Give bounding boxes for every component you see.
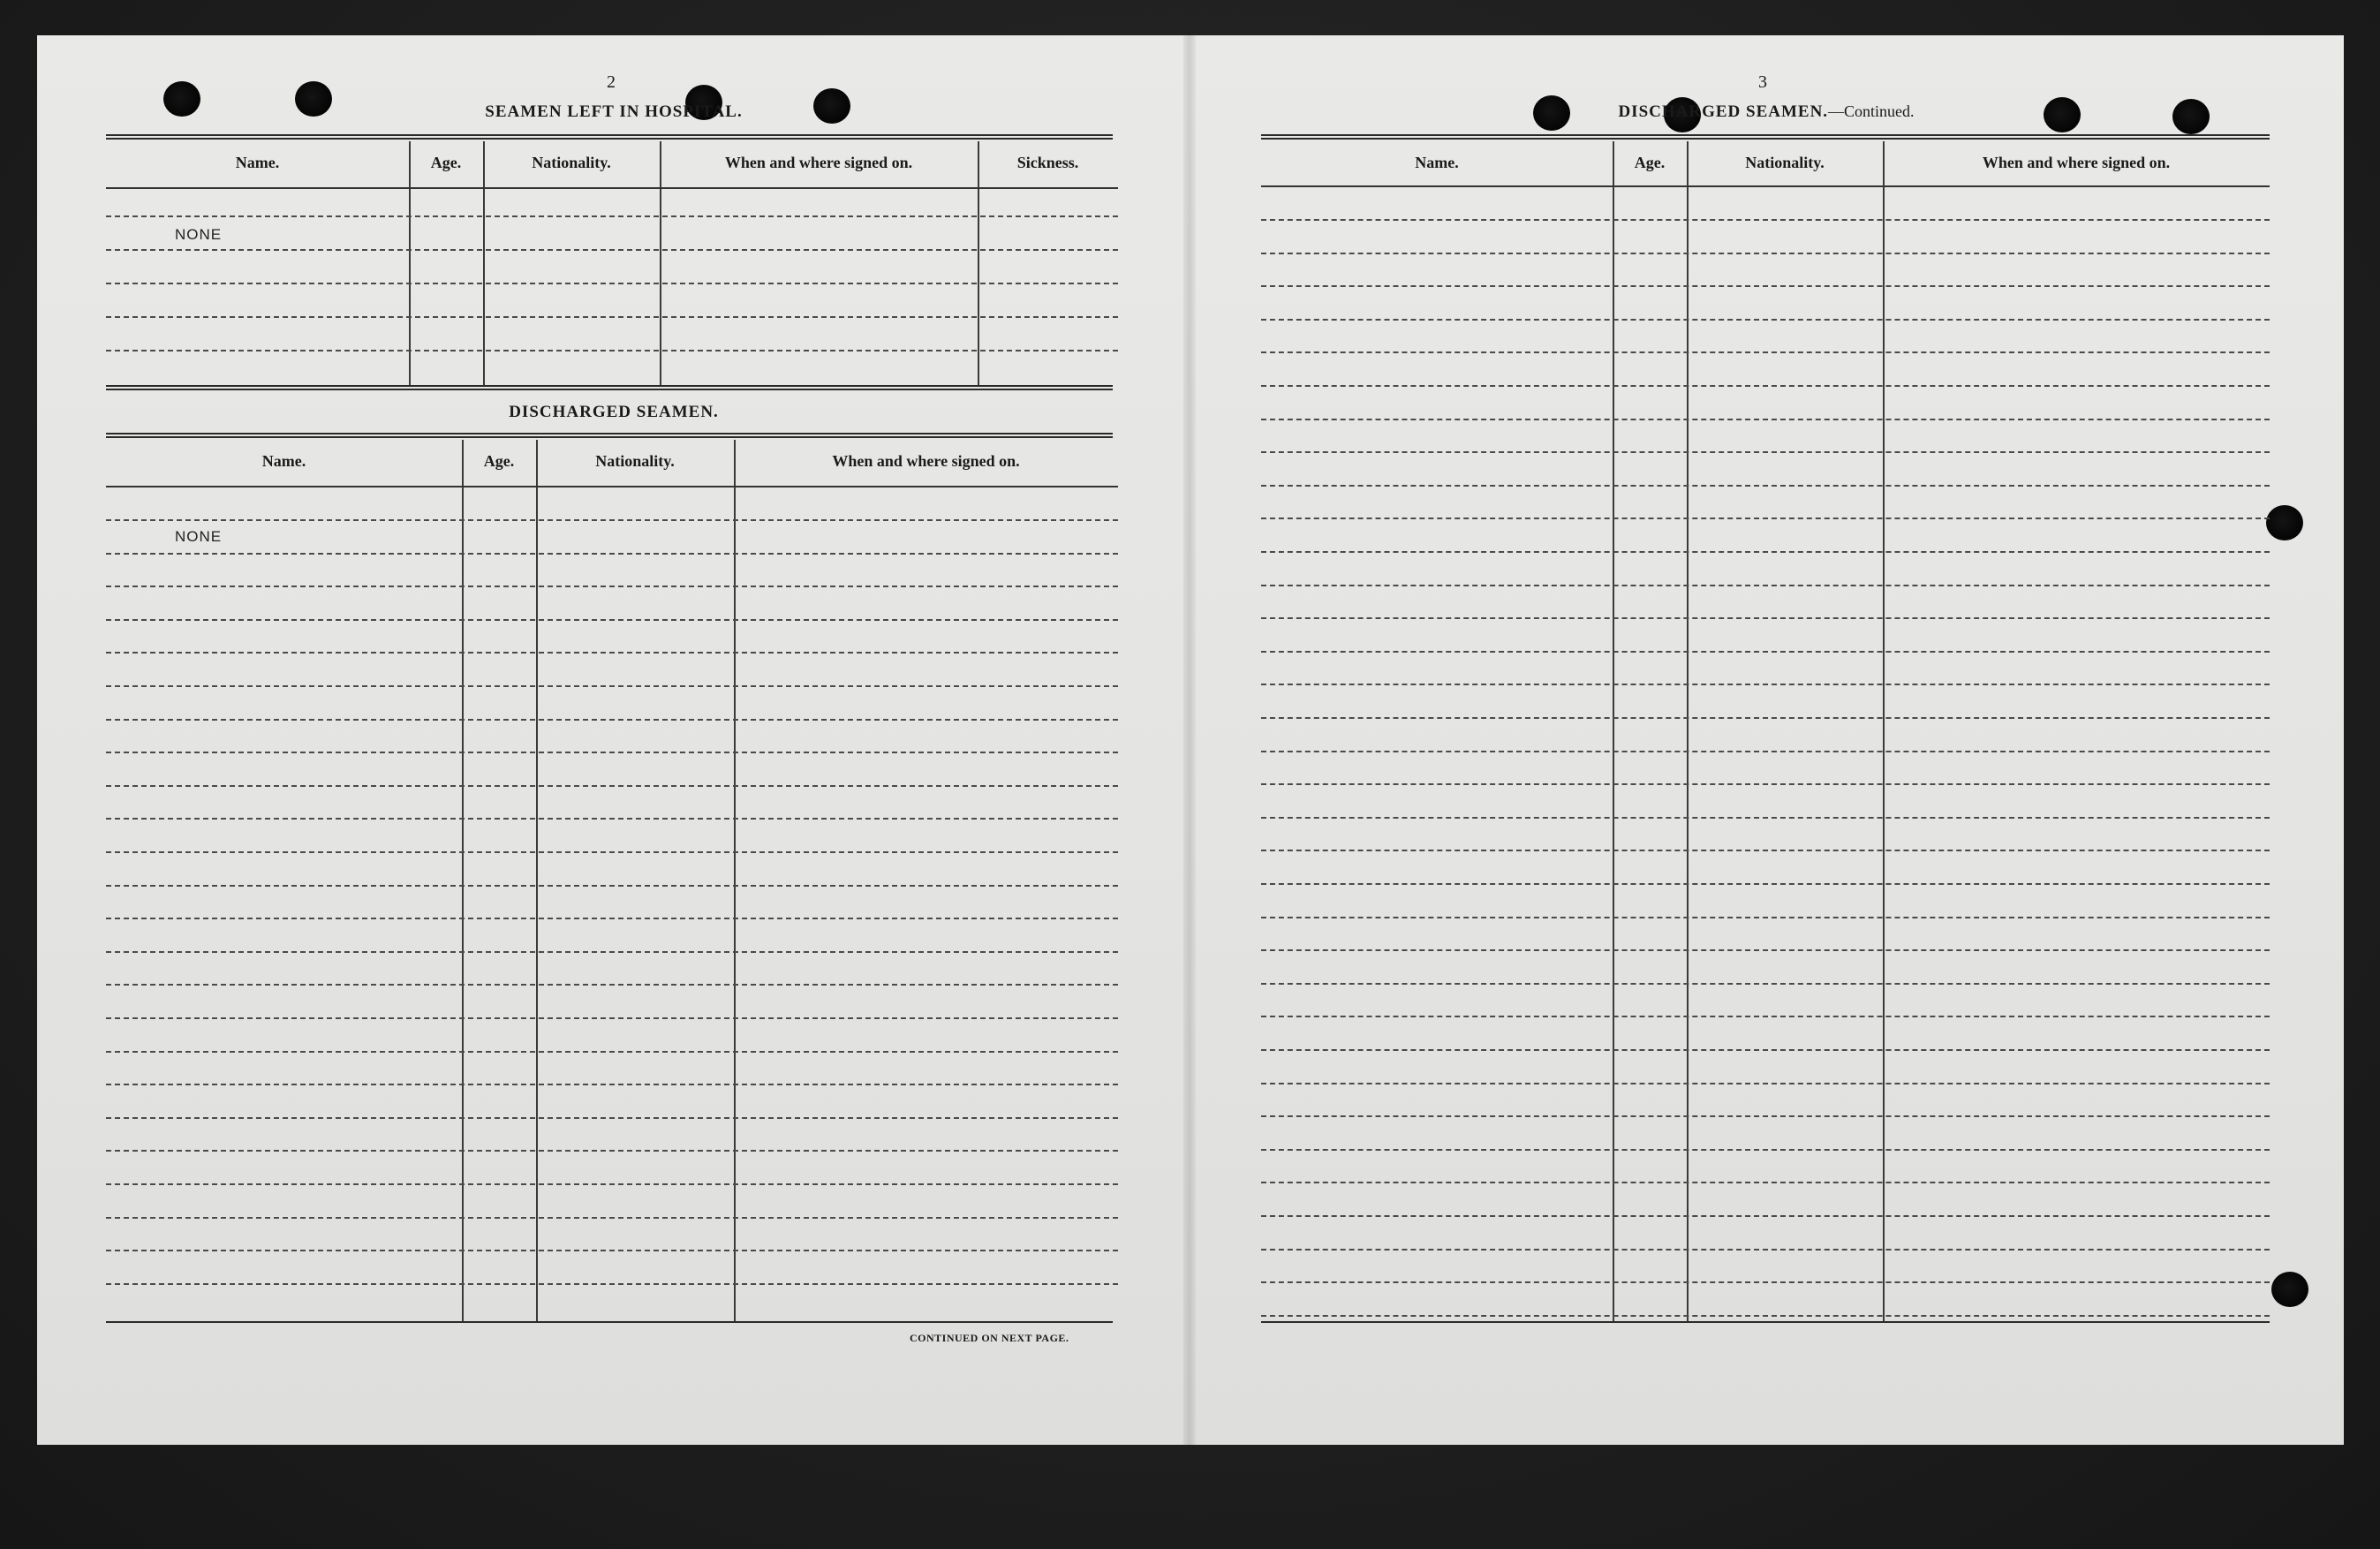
entry-line	[1261, 1249, 2270, 1251]
entry-line	[106, 619, 1118, 621]
right-section-title	[1554, 102, 1978, 122]
entry-line	[1261, 351, 2270, 353]
entry-line	[106, 918, 1118, 919]
entry-line	[1261, 1215, 2270, 1217]
entry-line	[106, 1217, 1118, 1219]
entry-line	[106, 719, 1118, 721]
punch-hole	[2044, 97, 2081, 132]
discharged-section-title: DISCHARGED SEAMEN.	[509, 403, 719, 421]
entry-line	[1261, 253, 2270, 254]
entry-line	[1261, 949, 2270, 951]
entry-line	[1261, 385, 2270, 387]
entry-line	[106, 249, 1118, 251]
hospital-table	[106, 141, 1118, 387]
hospital-entry-value: NONE	[175, 226, 223, 243]
right-section-title-main: DISCHARGED SEAMEN.	[1618, 102, 1829, 121]
entry-line	[1261, 1182, 2270, 1183]
column-header-age: Age.	[430, 154, 462, 171]
entry-line	[106, 1117, 1118, 1119]
entry-line	[106, 1084, 1118, 1085]
entry-line	[1261, 917, 2270, 918]
entry-line	[1261, 285, 2270, 287]
entry-line	[106, 215, 1118, 217]
entry-line	[106, 951, 1118, 953]
hospital-table-header	[106, 141, 1118, 187]
entry-line	[1261, 1281, 2270, 1283]
entry-line	[1261, 518, 2270, 519]
entry-line	[106, 752, 1118, 753]
entry-line	[1261, 551, 2270, 553]
column-header-name: Name.	[1415, 154, 1459, 171]
punch-hole	[295, 81, 332, 117]
entry-line	[1261, 419, 2270, 420]
entry-lines	[106, 440, 1118, 1323]
discharged-entry-value: NONE	[175, 528, 223, 545]
entry-line	[106, 984, 1118, 986]
hospital-top-rule	[106, 134, 1113, 140]
entry-line	[1261, 1083, 2270, 1084]
entry-line	[106, 1283, 1118, 1285]
entry-line	[106, 316, 1118, 318]
entry-line	[106, 1183, 1118, 1185]
entry-line	[1261, 883, 2270, 885]
entry-line	[1261, 319, 2270, 321]
entry-line	[106, 283, 1118, 284]
entry-line	[106, 785, 1118, 787]
right-bottom-rule	[1261, 1321, 2270, 1323]
entry-line	[1261, 684, 2270, 685]
entry-line	[1261, 1115, 2270, 1117]
entry-line	[1261, 585, 2270, 586]
entry-line	[106, 818, 1118, 820]
entry-line	[106, 652, 1118, 654]
entry-line	[1261, 983, 2270, 985]
center-fold	[1183, 35, 1196, 1445]
entry-line	[1261, 783, 2270, 785]
entry-line	[1261, 651, 2270, 653]
entry-line	[1261, 817, 2270, 819]
right-top-rule	[1261, 134, 2270, 140]
entry-line	[106, 851, 1118, 853]
discharged-table-right	[1261, 141, 2270, 1323]
punch-hole	[2172, 99, 2210, 134]
column-header-age: Age.	[483, 452, 515, 470]
right-section-title-suffix: —Continued.	[1828, 102, 1915, 120]
hospital-bottom-rule	[106, 385, 1113, 390]
entry-line	[106, 586, 1118, 587]
entry-line	[106, 1017, 1118, 1019]
header-underline	[106, 187, 1118, 189]
column-header-sickness: Sickness.	[1016, 154, 1079, 171]
hospital-section-title: SEAMEN LEFT IN HOSPITAL.	[485, 102, 743, 121]
continued-note: CONTINUED ON NEXT PAGE.	[910, 1332, 1069, 1344]
entry-line	[106, 1150, 1118, 1152]
entry-line	[106, 1250, 1118, 1251]
entry-line	[1261, 850, 2270, 851]
entry-line	[106, 1051, 1118, 1053]
entry-line	[106, 519, 1118, 521]
column-header-signed-on: When and where signed on.	[724, 154, 913, 171]
entry-line	[1261, 1315, 2270, 1317]
entry-line	[106, 350, 1118, 351]
entry-lines	[1261, 141, 2270, 1323]
left-bottom-rule	[106, 1321, 1113, 1323]
column-header-name: Name.	[261, 452, 306, 470]
punch-hole	[2271, 1272, 2308, 1307]
entry-line	[106, 885, 1118, 887]
entry-line	[1261, 1149, 2270, 1151]
column-header-signed-on: When and where signed on.	[1982, 154, 2171, 171]
entry-line	[1261, 1049, 2270, 1051]
entry-line	[106, 553, 1118, 555]
discharged-table-left	[106, 440, 1118, 1323]
entry-line	[1261, 485, 2270, 487]
column-header-nationality: Nationality.	[532, 154, 611, 171]
column-header-name: Name.	[235, 154, 280, 171]
right-page-number: 3	[1758, 72, 1767, 92]
left-page-number: 2	[607, 72, 616, 92]
entry-line	[1261, 617, 2270, 619]
entry-line	[1261, 451, 2270, 453]
punch-hole	[163, 81, 200, 117]
entry-line	[1261, 717, 2270, 719]
column-header-signed-on: When and where signed on.	[832, 452, 1020, 470]
entry-line	[1261, 1016, 2270, 1017]
entry-line	[1261, 751, 2270, 752]
punch-hole	[2266, 505, 2303, 540]
entry-line	[106, 685, 1118, 687]
column-header-nationality: Nationality.	[595, 452, 675, 470]
column-header-nationality: Nationality.	[1745, 154, 1825, 171]
discharged-top-rule	[106, 433, 1113, 438]
entry-line	[1261, 219, 2270, 221]
column-header-age: Age.	[1634, 154, 1666, 171]
